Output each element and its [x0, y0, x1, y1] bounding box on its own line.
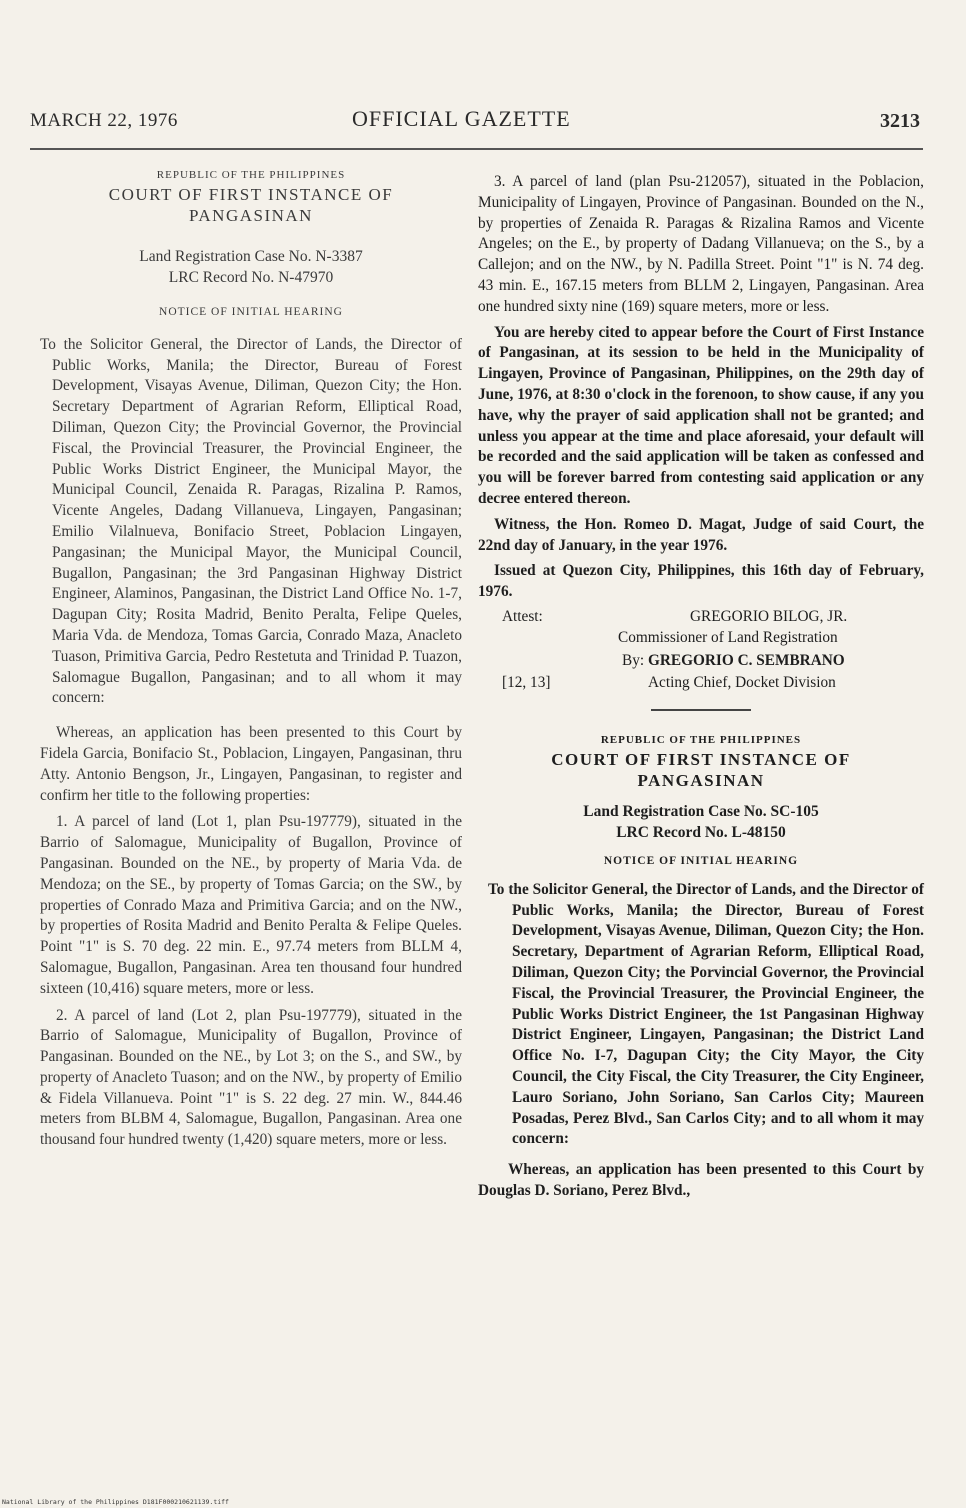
notice2-case-number: Land Registration Case No. SC-105	[583, 802, 819, 820]
notice1-whereas: Whereas, an application has been presented to this Court by Fidela Garcia, Bonifacio St., Poblacion, Lingayen, Pangasinan, thru Atty. Antonio Bengson, Jr., Lingayen, Pangasinan, to register and confirm her title to the following properties:	[40, 724, 462, 804]
notice1-court-line2: PANGASINAN	[189, 206, 313, 225]
notice2-court-line2: PANGASINAN	[637, 770, 765, 790]
by-signer-name: GREGORIO C. SEMBRANO	[647, 651, 845, 669]
by-signer-title: Acting Chief, Docket Division	[648, 673, 836, 691]
notice1-parcel-1: 1. A parcel of land (Lot 1, plan Psu-197779), situated in the Barrio of Salomague, Municipality of Bugallon, Province of Pangasinan. Bounded on the NE., by property of Maria Vda. de Mendoza; on the SE., by property of Tomas Garcia; on the SW., by properties of Conrado Maza and Primitiva Garcia; and on the NW., by properties of Rosita Madrid and Benito Peralta & Felipe Queles. Point "1" is S. 70 deg. 22 min. E., 97.74 meters from BLLM 4, Salomague, Bugallon, Pangasinan. Area ten thousand four hundred sixteen (10,416) square meters, more or less.	[40, 813, 462, 997]
notice1-title: NOTICE OF INITIAL HEARING	[159, 306, 343, 318]
left-column	[40, 168, 462, 1151]
notice1-witness: Witness, the Hon. Romeo D. Magat, Judge of said Court, the 22nd day of January, in the year 1976.	[478, 515, 924, 554]
by-label: By:	[622, 651, 645, 669]
signature-block	[478, 607, 924, 691]
notice2-title: NOTICE OF INITIAL HEARING	[603, 854, 799, 867]
section-divider	[651, 709, 751, 711]
notice2-whereas: Whereas, an application has been presented to this Court by Douglas D. Soriano, Perez Blvd.,	[478, 1161, 924, 1199]
header-rule	[30, 148, 923, 150]
page-header	[30, 106, 920, 146]
issue-date: MARCH 22, 1976	[30, 110, 178, 131]
notice1-issued: Issued at Quezon City, Philippines, this 16th day of February, 1976.	[478, 562, 924, 601]
by-line	[622, 651, 845, 672]
notice2-lrc-record: LRC Record No. L-48150	[616, 823, 786, 841]
notice1-parcel-3: 3. A parcel of land (plan Psu-212057), situated in the Poblacion, Municipality of Lingayen, Province of Pangasinan. Bounded on the N., by properties of Zenaida R. Paragas & Rizalina Ramos and Vicente Angeles; on the E., by property of Dadang Villanueva; on the S., by a Callejon; and on the NW., by N. Padilla Street. Point "1" is N. 74 deg. 43 min. E., 167.15 meters from BLLM 2, Lingayen, Pangasinan. Area one hundred sixty nine (169) square meters, more or less.	[478, 173, 924, 315]
attest-label: Attest:	[502, 607, 543, 625]
notice1-lrc-record: LRC Record No. N-47970	[168, 269, 334, 286]
notice1-citation: You are hereby cited to appear before the Court of First Instance of Pangasinan, at its session to be held in the Municipality of Lingayen, Province of Pangasinan, Philippines, on the 29th day of June, 1976, at 8:30 o'clock in the forenoon, to show cause, if any you have, why the prayer of said application shall not be granted; and unless you appear at the time and place aforesaid, your default will be recorded and the said application will be taken as confessed and you will be forever barred from contesting said application or any decree entered thereon.	[478, 323, 924, 507]
signer-title: Commissioner of Land Registration	[618, 628, 838, 646]
notice2-addressees: To the Solicitor General, the Director of Lands, and the Director of Public Works, Manila; the Director, Bureau of Forest Development, Visayas Avenue, Diliman, Quezon City; the Hon. Secretary, Department of Agrarian Reform, Elliptical Road, Diliman, Quezon City; the Porvincial Governor, the Provincial Fiscal, the Provincial Treasurer, the Provincial Engineer, the Public Works District Engineer, the 1st Pangasinan Highway District Engineer, Lingayen, Pangasinan; the District Land Office No. I-7, Dagupan City; the City Mayor, the City Council, the City Fiscal, the City Treasurer, the City Engineer, Lauro Soriano, John Soriano, San Carlos City; Maureen Posadas, Perez Blvd., San Carlos City; and to all whom it may concern:	[488, 880, 924, 1148]
notice1-parcel-2: 2. A parcel of land (Lot 2, plan Psu-197779), situated in the Barrio of Salomague, Municipality of Bugallon, Province of Pangasinan. Bounded on the NE., by Lot 3; on the S., and SW., by property of Anacleto Tuason; and on the NW., by property of Emilio & Fidela Villanueva. Point "1" is S. 22 deg. 27 min. W., 844.46 meters from BLBM 4, Salomague, Bugallon, Pangasinan. Area one thousand four hundred twenty (1,420) square meters, more or less.	[40, 1006, 462, 1149]
notice1-republic: REPUBLIC OF THE PHILIPPINES	[156, 169, 346, 181]
issue-reference: [12, 13]	[502, 673, 551, 691]
notice1-court-line1: COURT OF FIRST INSTANCE OF	[108, 185, 394, 204]
archive-footer: National Library of the Philippines D181F000210621139.tiff	[2, 1498, 229, 1506]
signer-name: GREGORIO BILOG, JR.	[690, 607, 848, 625]
publication-title: OFFICIAL GAZETTE	[352, 106, 571, 131]
right-column	[478, 172, 924, 1202]
notice1-addressees: To the Solicitor General, the Director of Lands, the Director of Public Works, Manila; the Director, Bureau of Forest Development, Visayas Avenue, Diliman, Quezon City; the Hon. Secretary Department of Agrarian Reform, Elliptical Road, Diliman, Quezon City; the Provincial Governor, the Provincial Fiscal, the Provincial Treasurer, the Provincial Engineer, the Public Works District Engineer, the Municipal Mayor, the Municipal Council, Zenaida R. Paragas, Rizalina P. Ramos, Vicente Angeles, Dadang Villanueva, Lingayen, Pangasinan; Emilio Vilalnueva, Bonifacio Street, Poblacion Lingayen, Pangasinan; the Municipal Mayor, the Municipal Council, Bugallon, Pangasinan; the 3rd Pangasinan Highway District Engineer, Alaminos, Pangasinan, the District Land Office No. 1-7, Dagupan City; Rosita Madrid, Benito Peralta, Felipe Queles, Maria Vda. de Mendoza, Tomas Garcia, Conrado Maza, Anacleto Tuason, Primitiva Garcia, Pedro Restetuta and Trinidad P. Tuazon, Salomague Bugallon, Pangasinan; and to all whom it may concern:	[40, 335, 462, 707]
notice1-case-number: Land Registration Case No. N-3387	[139, 248, 363, 265]
page-number: 3213	[880, 110, 920, 132]
notice2-court-line1: COURT OF FIRST INSTANCE OF	[551, 749, 851, 769]
notice2-republic: REPUBLIC OF THE PHILIPPINES	[600, 733, 802, 746]
